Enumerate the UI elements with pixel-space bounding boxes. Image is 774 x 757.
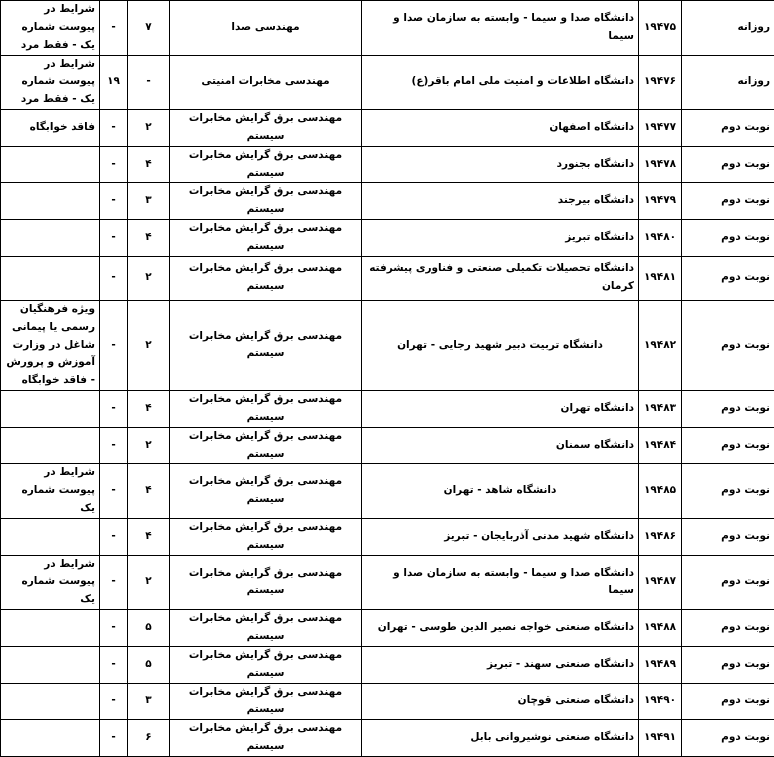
shift-cell: نوبت دوم [682, 555, 774, 610]
table-row [1, 220, 774, 257]
notes-cell [1, 683, 100, 720]
notes-cell [1, 220, 100, 257]
capacity-cell: - [128, 55, 170, 110]
field-cell: مهندسی برق گرایش مخابرات سیستم [170, 518, 362, 555]
code-cell: ۱۹۴۷۹ [639, 183, 682, 220]
university-cell: دانشگاه تبریز [362, 220, 639, 257]
notes-cell: شرایط در پیوست شماره یک - فقط مرد [1, 1, 100, 56]
notes-cell [1, 183, 100, 220]
university-cell: دانشگاه صنعتی خواجه نصیر الدین طوسی - تهران [362, 610, 639, 647]
shift-cell: نوبت دوم [682, 256, 774, 300]
notes-cell: شرایط در پیوست شماره یک - فقط مرد [1, 55, 100, 110]
notes-cell [1, 427, 100, 464]
code-cell: ۱۹۴۸۱ [639, 256, 682, 300]
table-row [1, 518, 774, 555]
notes-cell [1, 518, 100, 555]
university-cell: دانشگاه تحصیلات تکمیلی صنعتی و فناوری پیشرفته کرمان [362, 256, 639, 300]
capacity-cell: ۴ [128, 391, 170, 428]
shift-cell: روزانه [682, 55, 774, 110]
university-cell: دانشگاه اصفهان [362, 110, 639, 147]
table-row [1, 183, 774, 220]
capacity-cell: - [100, 146, 128, 183]
code-cell: ۱۹۴۷۷ [639, 110, 682, 147]
university-cell: دانشگاه بجنورد [362, 146, 639, 183]
shift-cell: روزانه [682, 1, 774, 56]
shift-cell: نوبت دوم [682, 300, 774, 390]
table-row [1, 110, 774, 147]
table-row [1, 683, 774, 720]
capacity-cell: ۵ [128, 646, 170, 683]
capacity-cell: ۱۹ [100, 55, 128, 110]
capacity-cell: ۲ [128, 555, 170, 610]
field-cell: مهندسی برق گرایش مخابرات سیستم [170, 683, 362, 720]
code-cell: ۱۹۴۸۹ [639, 646, 682, 683]
capacity-cell: - [100, 256, 128, 300]
field-cell: مهندسی برق گرایش مخابرات سیستم [170, 183, 362, 220]
table-row [1, 720, 774, 757]
shift-cell: نوبت دوم [682, 427, 774, 464]
shift-cell: نوبت دوم [682, 220, 774, 257]
code-cell: ۱۹۴۸۴ [639, 427, 682, 464]
capacity-cell: ۲ [128, 427, 170, 464]
table-row [1, 300, 774, 390]
table-row [1, 610, 774, 647]
code-cell: ۱۹۴۸۲ [639, 300, 682, 390]
code-cell: ۱۹۴۸۷ [639, 555, 682, 610]
shift-cell: نوبت دوم [682, 110, 774, 147]
code-cell: ۱۹۴۸۵ [639, 464, 682, 519]
notes-cell [1, 720, 100, 757]
shift-cell: نوبت دوم [682, 391, 774, 428]
notes-cell [1, 610, 100, 647]
capacity-cell: ۲ [128, 256, 170, 300]
university-cell: دانشگاه سمنان [362, 427, 639, 464]
shift-cell: نوبت دوم [682, 146, 774, 183]
university-cell: دانشگاه صدا و سیما - وابسته به سازمان صدا و سیما [362, 555, 639, 610]
table-row [1, 146, 774, 183]
field-cell: مهندسی برق گرایش مخابرات سیستم [170, 300, 362, 390]
capacity-cell: - [100, 720, 128, 757]
shift-cell: نوبت دوم [682, 464, 774, 519]
shift-cell: نوبت دوم [682, 518, 774, 555]
capacity-cell: ۴ [128, 220, 170, 257]
capacity-cell: - [100, 427, 128, 464]
notes-cell: شرایط در پیوست شماره یک [1, 555, 100, 610]
field-cell: مهندسی برق گرایش مخابرات سیستم [170, 110, 362, 147]
notes-cell: فاقد خوابگاه [1, 110, 100, 147]
university-cell: دانشگاه صنعتی قوچان [362, 683, 639, 720]
capacity-cell: - [100, 391, 128, 428]
capacity-cell: ۳ [128, 683, 170, 720]
notes-cell [1, 256, 100, 300]
capacity-cell: - [100, 646, 128, 683]
university-cell: دانشگاه صدا و سیما - وابسته به سازمان صدا و سیما [362, 1, 639, 56]
capacity-cell: ۴ [128, 146, 170, 183]
code-cell: ۱۹۴۷۵ [639, 1, 682, 56]
code-cell: ۱۹۴۹۰ [639, 683, 682, 720]
capacity-cell: - [100, 1, 128, 56]
field-cell: مهندسی برق گرایش مخابرات سیستم [170, 427, 362, 464]
university-cell: دانشگاه تربیت دبیر شهید رجایی - تهران [362, 300, 639, 390]
university-cell: دانشگاه تهران [362, 391, 639, 428]
capacity-cell: ۷ [128, 1, 170, 56]
table-row [1, 464, 774, 519]
code-cell: ۱۹۴۹۱ [639, 720, 682, 757]
field-cell: مهندسی برق گرایش مخابرات سیستم [170, 464, 362, 519]
code-cell: ۱۹۴۷۸ [639, 146, 682, 183]
university-cell: دانشگاه صنعتی نوشیروانی بابل [362, 720, 639, 757]
shift-cell: نوبت دوم [682, 610, 774, 647]
field-cell: مهندسی برق گرایش مخابرات سیستم [170, 720, 362, 757]
field-cell: مهندسی برق گرایش مخابرات سیستم [170, 610, 362, 647]
field-cell: مهندسی برق گرایش مخابرات سیستم [170, 146, 362, 183]
table-row [1, 391, 774, 428]
notes-cell [1, 646, 100, 683]
field-cell: مهندسی برق گرایش مخابرات سیستم [170, 646, 362, 683]
table-row [1, 256, 774, 300]
university-cell: دانشگاه شهید مدنی آذربایجان - تبریز [362, 518, 639, 555]
notes-cell [1, 391, 100, 428]
table-row [1, 646, 774, 683]
capacity-cell: ۴ [128, 518, 170, 555]
notes-cell: ویژه فرهنگیان رسمی یا پیمانی شاغل در وزارت آموزش و پرورش - فاقد خوابگاه [1, 300, 100, 390]
code-cell: ۱۹۴۷۶ [639, 55, 682, 110]
shift-cell: نوبت دوم [682, 183, 774, 220]
university-cell: دانشگاه اطلاعات و امنیت ملی امام باقر(ع) [362, 55, 639, 110]
capacity-cell: - [100, 518, 128, 555]
code-cell: ۱۹۴۸۸ [639, 610, 682, 647]
field-cell: مهندسی برق گرایش مخابرات سیستم [170, 555, 362, 610]
table-row [1, 1, 774, 56]
capacity-cell: ۶ [128, 720, 170, 757]
code-cell: ۱۹۴۸۰ [639, 220, 682, 257]
capacity-cell: ۲ [128, 110, 170, 147]
shift-cell: نوبت دوم [682, 646, 774, 683]
university-cell: دانشگاه شاهد - تهران [362, 464, 639, 519]
table-row [1, 555, 774, 610]
university-cell: دانشگاه بیرجند [362, 183, 639, 220]
capacity-cell: - [100, 220, 128, 257]
field-cell: مهندسی مخابرات امنیتی [170, 55, 362, 110]
capacity-cell: ۵ [128, 610, 170, 647]
field-cell: مهندسی برق گرایش مخابرات سیستم [170, 220, 362, 257]
capacity-cell: - [100, 464, 128, 519]
code-cell: ۱۹۴۸۶ [639, 518, 682, 555]
capacity-cell: ۴ [128, 464, 170, 519]
table-row [1, 427, 774, 464]
capacity-cell: - [100, 183, 128, 220]
capacity-cell: - [100, 683, 128, 720]
field-cell: مهندسی برق گرایش مخابرات سیستم [170, 256, 362, 300]
field-cell: مهندسی برق گرایش مخابرات سیستم [170, 391, 362, 428]
field-cell: مهندسی صدا [170, 1, 362, 56]
university-cell: دانشگاه صنعتی سهند - تبریز [362, 646, 639, 683]
code-cell: ۱۹۴۸۳ [639, 391, 682, 428]
capacity-cell: - [100, 610, 128, 647]
notes-cell [1, 146, 100, 183]
shift-cell: نوبت دوم [682, 683, 774, 720]
notes-cell: شرایط در پیوست شماره یک [1, 464, 100, 519]
capacity-cell: ۳ [128, 183, 170, 220]
capacity-cell: - [100, 555, 128, 610]
table-row [1, 55, 774, 110]
capacity-cell: ۲ [128, 300, 170, 390]
shift-cell: نوبت دوم [682, 720, 774, 757]
capacity-cell: - [100, 110, 128, 147]
capacity-cell: - [100, 300, 128, 390]
